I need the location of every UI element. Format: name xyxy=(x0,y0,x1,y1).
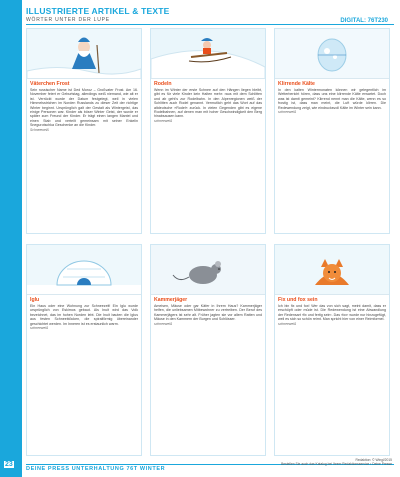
sled-icon xyxy=(151,29,265,79)
article-text: Ameisen, Mäuse oder gar Käfer in Ihrem Haus? Kammerjäger helfen, die unliebsamen Mitbewohner zu vertreiben. Der Beruf des Kammerjägers ist sehr alt. Früher jagten sie vor allem Ratten und Mäuse in den Kammern der Burgen und Schlösser. xyxy=(154,304,262,322)
article-illustration xyxy=(27,245,141,295)
article-author: schneeweiß xyxy=(30,326,49,331)
section-subtitle: WÖRTER UNTER DER LUPE xyxy=(26,17,110,23)
article-title: Fix und fox sein xyxy=(278,297,318,303)
article-illustration xyxy=(275,245,389,295)
page-header xyxy=(26,5,394,23)
article-text: Ich bin fix und fox! Wer das von sich sagt, meint damit, dass er erschöpft oder müde ist. Die Redewendung ist eine Abwandlung der Redensart ›fix und fertig sein‹. Das ›fox‹ wurde nur hinzugefügt, weil es sich so schön reimt. Man spricht hier von einer Reimformel. xyxy=(278,304,386,322)
article-author: schneeweiß xyxy=(154,321,173,326)
article-title: Rodeln xyxy=(154,81,172,87)
article-title: Väterchen Frost xyxy=(30,81,70,87)
footer-credits xyxy=(281,458,392,466)
article-illustration xyxy=(151,29,265,79)
article-card xyxy=(26,28,142,234)
article-text: Wenn im Winter der erste Schnee auf den Hängen liegen bleibt, gibt es für viele Kinder kein Halten mehr: raus mit dem Schlitten und ab geht's zur Rodelbahn. In den Alpenregionen weiß der Schlitten auch Rodel genannt. Vermutlich geht das Wort auf das altdeutsche »Rodel« zurück. In vielen Gegenden gibt es eigene Rodelbahnen, auf denen man mit hoher Geschwindigkeit den Berg hinabsausen kann. xyxy=(154,88,262,119)
article-text: Ein Haus oder eine Wohnung zur Schneezeit! Ein Iglu wurde ursprünglich von Eskimos gebaut. Als Inuit wird das Volk bezeichnet, das im hohen Norden lebt. Die Inuit bauten die Iglus aus festen Schneeblöcken, die spiralförmig übereinander geschichtet werden. Im Inneren ist es erstaunlich warm. xyxy=(30,304,138,326)
article-illustration xyxy=(275,29,389,79)
footer-credit-line: Bestellen Sie auch das Katalog bei Ihrem Redaktionsservice • Deine Presse xyxy=(281,462,392,467)
article-illustration xyxy=(27,29,141,79)
article-card xyxy=(26,244,142,456)
article-card xyxy=(150,244,266,456)
article-author: schneeweiß xyxy=(278,321,297,326)
article-card xyxy=(274,244,390,456)
header-divider xyxy=(26,24,394,25)
father-frost-icon xyxy=(27,29,141,79)
section-title: ILLUSTRIERTE ARTIKEL & TEXTE xyxy=(26,6,170,16)
article-text: Sein russischer Name ist Ded Moroz – Großvater Frost. Am 16. November feiert er Geburtstag, allerdings weiß niemand, wie alt er ist. Verrückt wurde der Datum festgelegt, weil in vielen Himmelsstrichen im Norden Russlands zu dieser Zeit der richtige Winter beginnt. Ursprünglich galt der Gestalt als Wintergeist, das einige Personen war. Kinder als böser Winter Geist, der wurde er später zum Freund der Kinder. Er trägt einen langen Mantel und einen Stab und verteilt gemeinsam mit seiner Enkelin Snegurotschka Geschenke an die Kinder. xyxy=(30,88,138,128)
footer-title: DEINE PRESS UNTERHALTUNG 76T WINTER xyxy=(26,466,166,472)
article-illustration xyxy=(151,245,265,295)
article-title: Kammerjäger xyxy=(154,297,188,303)
article-title: Klirrende Kälte xyxy=(278,81,315,87)
digital-code: DIGITAL: 76T230 xyxy=(340,18,388,24)
cold-drink-icon xyxy=(275,29,389,79)
article-card xyxy=(150,28,266,234)
article-author: schneeweiß xyxy=(154,118,173,123)
mouse-icon xyxy=(151,245,265,295)
article-card xyxy=(274,28,390,234)
article-text: In den kalten Wintermonaten können wir gelegentlich im Wetterbericht hören, dass uns eine klirrende Kälte erwartet. Doch was ist damit gemeint? Klirrend nennt man die Kälte, wenn es so frostig ist, dass man meint, die Luft würde klirren. Die Redewendung zeigt, wie eindrucksvoll Kälte im Winter sein kann. xyxy=(278,88,386,110)
footer-credit-line: Redaktion: © Wingl/2015 xyxy=(355,458,392,462)
igloo-icon xyxy=(27,245,141,295)
article-author: Schneeweiß xyxy=(30,127,49,132)
article-title: Iglu xyxy=(30,297,40,303)
left-color-bar xyxy=(0,0,22,477)
fox-icon xyxy=(275,245,389,295)
page-number: 23 xyxy=(5,461,13,468)
article-author: schneeweiß xyxy=(278,110,297,115)
